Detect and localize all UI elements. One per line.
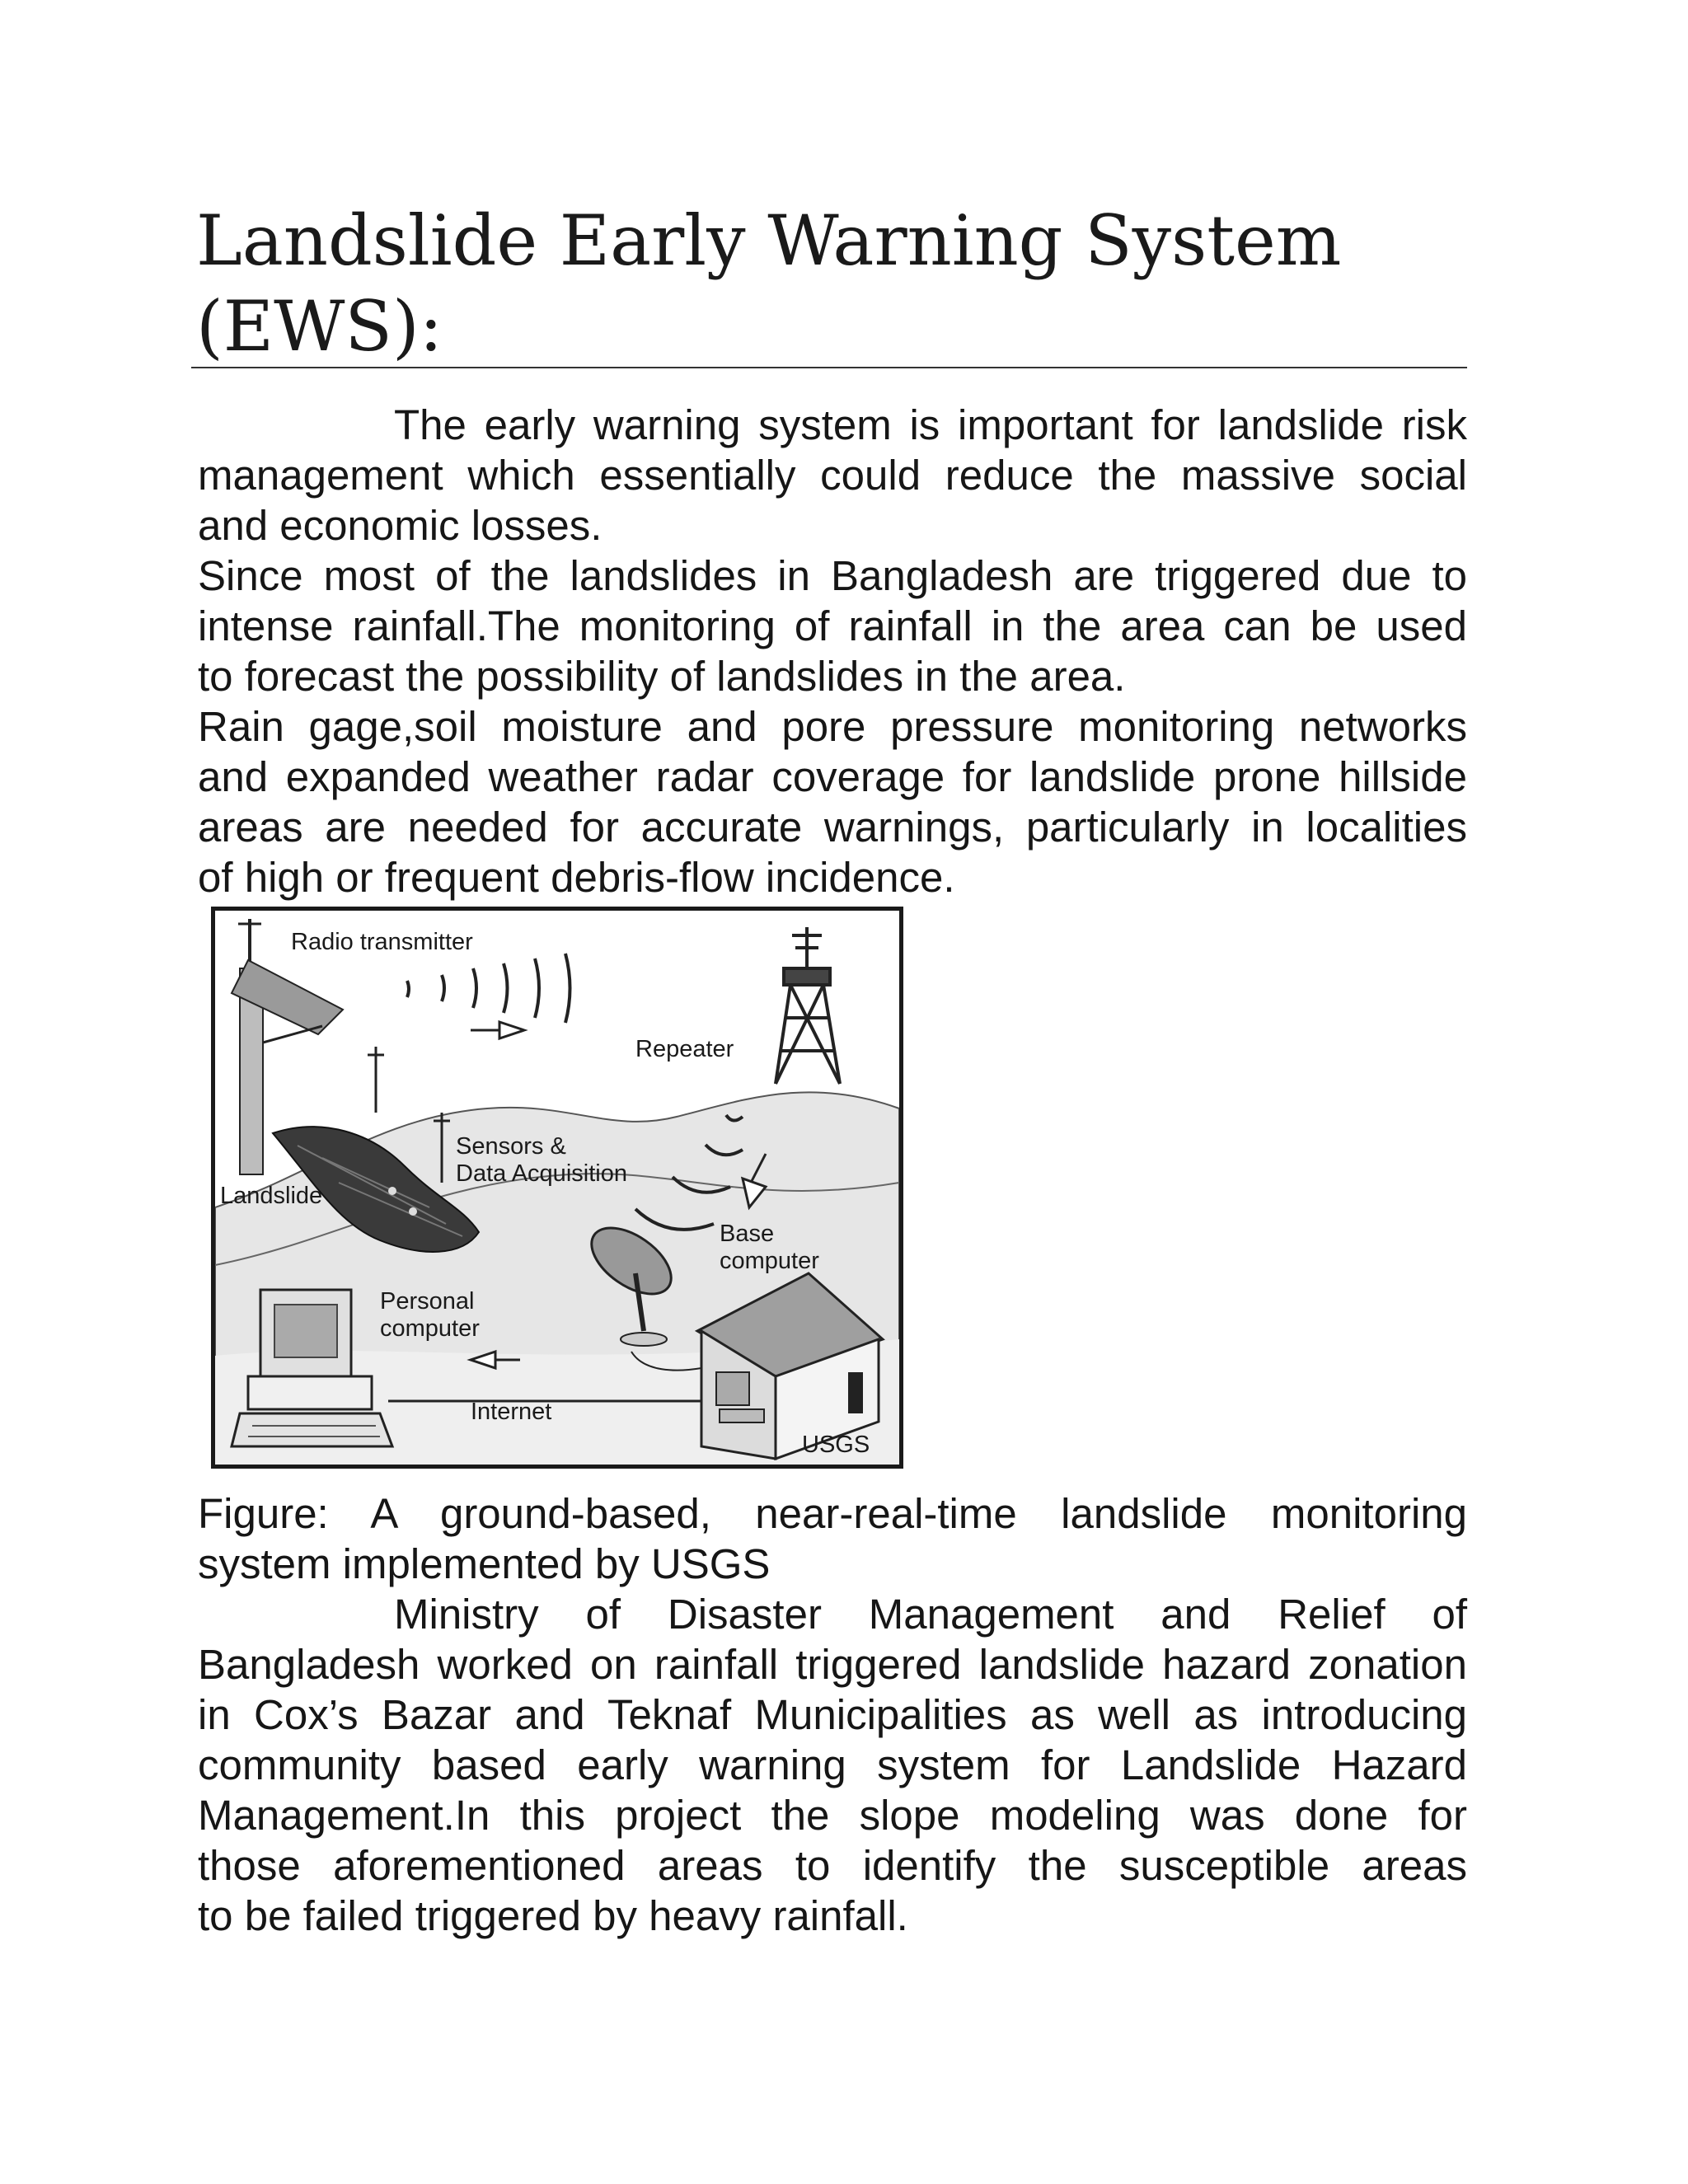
- label-usgs: USGS: [802, 1432, 870, 1458]
- arrow-right-icon: [471, 1022, 524, 1038]
- text-line: management which essentially could reduce the massive social: [198, 452, 1467, 499]
- text-line: Ministry of Disaster Management and Relief of: [394, 1591, 1467, 1638]
- text-line: in Cox’s Bazar and Teknaf Municipalities as well as introducing: [198, 1691, 1467, 1738]
- label-base-line2: computer: [720, 1248, 819, 1274]
- label-radio-transmitter: Radio transmitter: [291, 929, 473, 955]
- label-repeater: Repeater: [635, 1036, 734, 1062]
- title-line-2: (EWS):: [196, 286, 443, 367]
- text-line: those aforementioned areas to identify the susceptible areas: [198, 1842, 1467, 1889]
- text-line: community based early warning system for Landslide Hazard: [198, 1741, 1467, 1788]
- text-line: Figure: A ground-based, near-real-time landslide monitoring: [198, 1490, 1467, 1537]
- text-line: Rain gage,soil moisture and pore pressure monitoring networks: [198, 703, 1467, 750]
- title-line-1: Landslide Early Warning System: [196, 200, 1342, 281]
- sensor-dot: [409, 1207, 417, 1216]
- text-line: and economic losses.: [198, 502, 603, 549]
- label-sensors-line1: Sensors &: [456, 1133, 566, 1160]
- paragraph-ministry: [198, 1589, 1467, 1941]
- label-internet: Internet: [471, 1399, 552, 1425]
- paragraph-intro: [198, 400, 1467, 551]
- label-base-computer: [720, 1221, 819, 1275]
- label-personal-computer: [380, 1288, 480, 1343]
- label-sensors-line2: Data Acquisition: [456, 1160, 627, 1187]
- text-line: of high or frequent debris-flow incidence.: [198, 854, 955, 901]
- label-sensors: [456, 1133, 627, 1188]
- sensor-dot: [388, 1187, 396, 1195]
- paragraph-rainfall: [198, 551, 1467, 701]
- label-base-line1: Base: [720, 1221, 775, 1247]
- text-line: intense rainfall.The monitoring of rainfall in the area can be used: [198, 602, 1467, 649]
- text-line: areas are needed for accurate warnings, particularly in localities: [198, 804, 1467, 851]
- text-line: Management.In this project the slope modeling was done for: [198, 1792, 1467, 1839]
- label-personal-line2: computer: [380, 1315, 480, 1342]
- label-landslide: Landslide: [220, 1183, 323, 1209]
- text-line: to forecast the possibility of landslides in the area.: [198, 653, 1126, 700]
- heading-divider: [191, 367, 1467, 368]
- text-line: and expanded weather radar coverage for landslide prone hillside: [198, 753, 1467, 800]
- repeater-tower-icon: [776, 927, 840, 1084]
- label-personal-line1: Personal: [380, 1288, 475, 1315]
- text-line: system implemented by USGS: [198, 1540, 771, 1587]
- figure-caption: [198, 1488, 1467, 1589]
- text-line: The early warning system is important for landslide risk: [394, 401, 1467, 448]
- page-title: [196, 198, 1474, 369]
- panel-strut: [263, 1026, 322, 1043]
- text-line: to be failed triggered by heavy rainfall.: [198, 1892, 908, 1939]
- monitoring-system-figure: [211, 907, 903, 1469]
- radio-waves-icon: [407, 954, 570, 1023]
- text-line: Bangladesh worked on rainfall triggered landslide hazard zonation: [198, 1641, 1467, 1688]
- text-line: Since most of the landslides in Bangladesh are triggered due to: [198, 552, 1467, 599]
- paragraph-networks: [198, 701, 1467, 902]
